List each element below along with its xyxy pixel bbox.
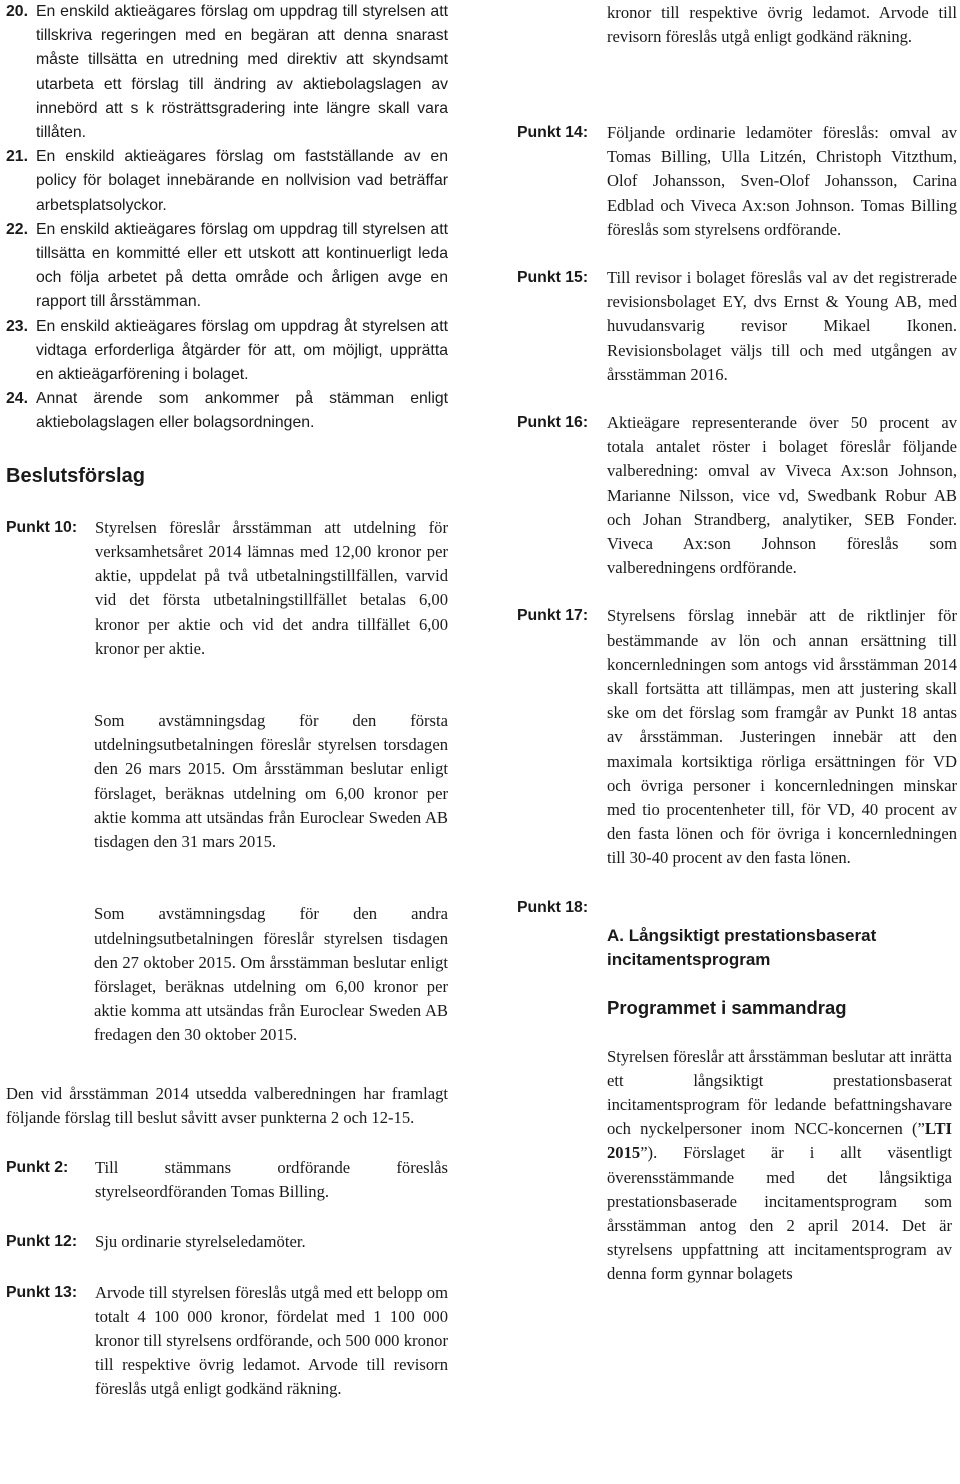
punkt-label: Punkt 2: (6, 1158, 69, 1176)
agenda-text: En enskild aktieägares förslag om fastställande av en policy för bolaget innebärande en nollvision vad beträffar arbetsplatsolyckor. (36, 148, 448, 214)
text-after: ”). Förslaget är i allt väsentligt överensstämmande med det långsiktiga prestationsbaserade incitamentsprogram som årsstämman antog den 2 april 2014. Det är styrelsens uppfattning att incitamentsprogram av denna form gynnar bolagets (607, 1143, 952, 1284)
punkt-14 (517, 121, 957, 242)
section-heading: Beslutsförslag (6, 464, 145, 487)
lti-name: LTI 2015 (607, 1119, 952, 1163)
agenda-number: 20. (6, 3, 28, 20)
punkt-label: Punkt 10: (6, 518, 78, 536)
punkt-label: Punkt 14: (517, 124, 589, 141)
agenda-item-22 (6, 218, 448, 315)
punkt-2 (6, 1156, 448, 1204)
agenda-number: 22. (6, 220, 28, 238)
agenda-item-24 (6, 387, 448, 435)
punkt-12 (6, 1230, 448, 1254)
valberedning-intro: Den vid årsstämman 2014 utsedda valberedningen har framlagt följande förslag till beslut såvitt avser punkterna 2 och 12-15. (6, 1083, 448, 1127)
agenda-number: 21. (6, 148, 28, 166)
punkt-13 (6, 1281, 448, 1399)
punkt-label: Punkt 18: (517, 898, 589, 916)
punkt-10-paragraph-3: Som avstämningsdag för den andra utdelningsutbetalningen föreslår styrelsen tisdagen den 27 oktober 2015. Om årsstämman beslutar enligt förslaget, beräknas utdelning om 6,00 kronor per aktie komma att utsändas från Euroclear Sweden AB fredagen den 30 oktober 2015. (94, 904, 448, 1045)
punkt-18-body (607, 924, 957, 1287)
punkt-10 (6, 516, 448, 661)
punkt-18-text (607, 1045, 952, 1287)
agenda-text: En enskild aktieägares förslag om uppdrag till styrelsen att tillsätta en kommitté eller ett utskott att kontinuerligt leda och följa arbetet på detta område och årligen avge en rapport till årsstämman. (36, 220, 448, 311)
agenda-item-20 (6, 0, 448, 145)
agenda-text: En enskild aktieägares förslag om uppdrag åt styrelsen att vidtaga erforderliga åtgärder för att, om möjligt, upprätta en aktieägarförening i bolaget. (36, 317, 448, 384)
right-column (517, 0, 957, 1287)
agenda-number: 24. (6, 390, 28, 408)
punkt-18-subheading-2: Programmet i sammandrag (607, 997, 847, 1019)
punkt-17 (517, 604, 957, 870)
punkt-label: Punkt 13: (6, 1283, 78, 1301)
agenda-item-21 (6, 145, 448, 218)
agenda-text: Annat ärende som ankommer på stämman enligt aktiebolagslagen eller bolagsordningen. (36, 390, 448, 432)
punkt-16 (517, 411, 957, 580)
punkt-text: Till revisor i bolaget föreslås val av det registrerade revisionsbolaget EY, dvs Ernst & Young AB, med huvudansvarig revisor Mikael Ikonen. Revisionsbolaget väljs till och med utgången av årsstämman 2016. (607, 268, 957, 384)
punkt-text: Aktieägare representerande över 50 procent av totala antalet röster i bolaget föreslår följande valberedning: omval av Viveca Ax:son Johnson, Marianne Nilsson, vice vd, Swedbank Robur AB och Johan Strandberg, analytiker, SEB Fonder. Viveca Ax:son Johnson föreslås som valberedningens ordförande. (607, 413, 957, 578)
punkt-text: Följande ordinarie ledamöter föreslås: omval av Tomas Billing, Ulla Litzén, Christoph Vitzthum, Olof Johansson, Sven-Olof Johansson, Carina Edblad och Viveca Ax:son Johnson. Tomas Billing föreslås som styrelsens ordförande. (607, 123, 957, 239)
agenda-item-23 (6, 315, 448, 388)
punkt-text: Styrelsen föreslår årsstämman att utdelning för verksamhetsåret 2014 lämnas med 12,00 kronor per aktie, uppdelat på två utbetalningstillfällen, varvid vid det första utbetalningstillfället betalas 6,00 kronor per aktie och vid det andra tillfället 6,00 kronor per aktie. (95, 517, 448, 658)
punkt-label: Punkt 16: (517, 414, 589, 432)
punkt-18-subheading: A. Långsiktigt prestationsbaserat incitamentsprogram (607, 925, 877, 970)
text-before: Styrelsen föreslår att årsstämman beslutar att inrätta ett långsiktigt prestationsbaserat incitamentsprogram för ledande befattningshavare och nyckelpersoner inom NCC-koncernen (” (607, 1046, 952, 1139)
punkt-text: Styrelsens förslag innebär att de riktlinjer för bestämmande av lön och annan ersättning till koncernledningen som antogs vid årsstämman 2014 skall fortsätta att tillämpas, men att justering skall ske om det förslag som framgår av Punkt 18 antas av årsstämman. Justeringen innebär att den maximala kortsiktiga rörliga ersättningen för VD och övriga personer i koncernledningen minskar med tio procentenheter till, för VD, 40 procent av den fasta lönen och för övriga i koncernledningen till 30-40 procent av den fasta lönen. (607, 606, 957, 868)
punkt-label: Punkt 12: (6, 1233, 78, 1251)
punkt-13-continuation (607, 0, 957, 97)
punkt-text: Sju ordinarie styrelseledamöter. (95, 1232, 306, 1252)
punkt-label: Punkt 17: (517, 607, 589, 625)
punkt-label: Punkt 15: (517, 269, 589, 287)
punkt-text: Till stämmans ordförande föreslås styrelseordföranden Tomas Billing. (95, 1157, 448, 1202)
punkt-text: Arvode till styrelsen föreslås utgå med ett belopp om totalt 4 100 000 kronor, fördelat med 1 100 000 kronor till styrelsens ordförande, och 500 000 kronor till respektive övrig ledamot. Arvode till revisorn föreslås utgå enligt godkänd räkning. (95, 1282, 448, 1399)
punkt-13-text-overflow: kronor till respektive övrig ledamot. Arvode till revisorn föreslås utgå enligt godkänd räkning. (607, 2, 957, 46)
punkt-15 (517, 266, 957, 387)
agenda-text: En enskild aktieägares förslag om uppdrag till styrelsen att tillskriva regeringen med en begäran att denna snarast måste tillsätta en utredning med direktiv att skyndsamt utarbeta ett förslag till ändring av aktiebolagslagen av innebörd att s k rösträttsgradering inte längre skall vara tillåten. (36, 3, 448, 142)
agenda-number: 23. (6, 317, 28, 335)
punkt-18-label (517, 895, 957, 920)
left-column (6, 0, 448, 1399)
punkt-10-paragraph-2: Som avstämningsdag för den första utdelningsutbetalningen föreslår styrelsen torsdagen den 26 mars 2015. Om årsstämman beslutar enligt förslaget, beräknas utdelning om 6,00 kronor per aktie komma att utsändas från Euroclear Sweden AB tisdagen den 31 mars 2015. (94, 711, 448, 852)
